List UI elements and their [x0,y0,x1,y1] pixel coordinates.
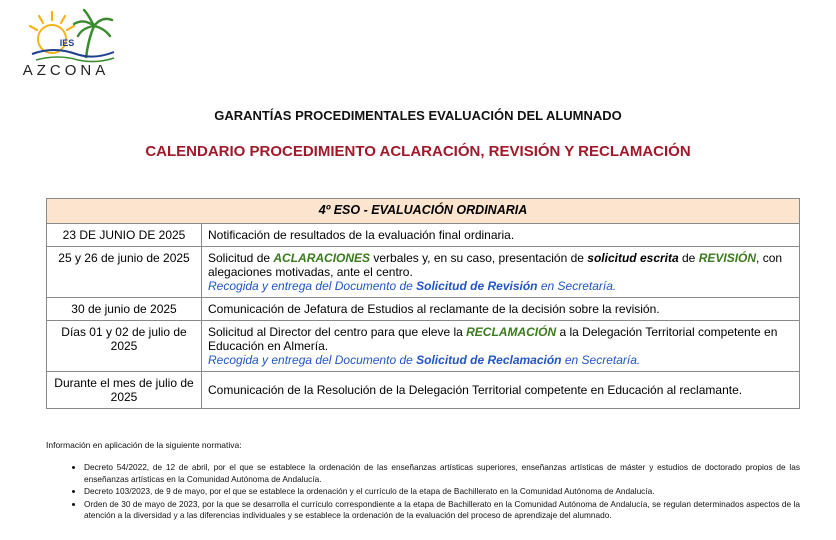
list-item: • Decreto 54/2022, de 12 de abril, por el que se establece la ordenación de las enseñanzas artísticas superiores, enseñanzas artísticas de máster y estudios de doctorado propios de las enseñanzas artísticas en la Comunidad Autónoma de Andalucía. [84,462,800,485]
row-text: de [678,251,699,265]
row-note [208,353,640,367]
row-description [202,321,800,372]
table-header-row [47,199,800,224]
row-text: Solicitud al Director del centro para que eleve la [208,325,467,339]
table-row [47,298,800,321]
list-item: • Orden de 30 de mayo de 2023, por la que se desarrolla el currículo correspondiente a la etapa de Bachillerato en la Comunidad Autónoma de Andalucía, se regulan determinados aspectos de la atención a la diversidad y a las diferencias individuales y se establece la ordenación de la evaluación del proceso de aprendizaje del alumnado. [84,499,800,522]
row-description: Comunicación de Jefatura de Estudios al reclamante de la decisión sobre la revisión. [202,298,800,321]
note-text: Recogida y entrega del Documento de [208,353,417,367]
normativa-list [46,462,800,523]
row-date: 23 DE JUNIO DE 2025 [47,224,202,247]
list-item: • Decreto 103/2023, de 9 de mayo, por el que se establece la ordenación y el currículo de la etapa de Bachillerato en la Comunidad Autónoma de Andalucía. [84,486,800,498]
row-text: , con alegaciones motivadas, ante el centro. [208,251,783,279]
row-note [208,279,616,293]
row-date: Días 01 y 02 de julio de 2025 [47,321,202,372]
table-row [47,247,800,298]
page-subtitle: CALENDARIO PROCEDIMIENTO ACLARACIÓN, REVISIÓN Y RECLAMACIÓN [145,143,691,160]
row-text: a la Delegación Territorial competente en Educación en Almería. [208,325,778,353]
note-document: Solicitud de Revisión [416,279,538,293]
row-description: Comunicación de la Resolución de la Delegación Territorial competente en Educación al reclamante. [202,372,800,409]
logo-badge: IES [59,38,75,48]
keyword-solicitud-escrita: solicitud escrita [587,251,679,265]
keyword-reclamacion: RECLAMACIÓN [466,325,557,339]
keyword-aclaraciones: ACLARACIONES [273,251,371,265]
row-text: Solicitud de [208,251,274,265]
table-heading: 4º ESO - EVALUACIÓN ORDINARIA [47,199,800,224]
table-row [47,321,800,372]
note-text: Recogida y entrega del Documento de [208,279,417,293]
row-date: Durante el mes de julio de 2025 [47,372,202,409]
normativa-intro: Información en aplicación de la siguiente normativa: [46,440,242,450]
row-description [202,247,800,298]
row-date: 25 y 26 de junio de 2025 [47,247,202,298]
keyword-revision: REVISIÓN [698,251,757,265]
note-text: en Secretaría. [537,279,617,293]
note-document: Solicitud de Reclamación [416,353,562,367]
table-row [47,224,800,247]
row-description: Notificación de resultados de la evaluación final ordinaria. [202,224,800,247]
page-title: GARANTÍAS PROCEDIMENTALES EVALUACIÓN DEL ALUMNADO [214,108,622,123]
note-text: en Secretaría. [561,353,641,367]
table-row [47,372,800,409]
row-date: 30 de junio de 2025 [47,298,202,321]
logo-name: AZCONA [22,62,110,79]
calendar-table [46,198,800,409]
row-text: verbales y, en su caso, presentación de [370,251,588,265]
